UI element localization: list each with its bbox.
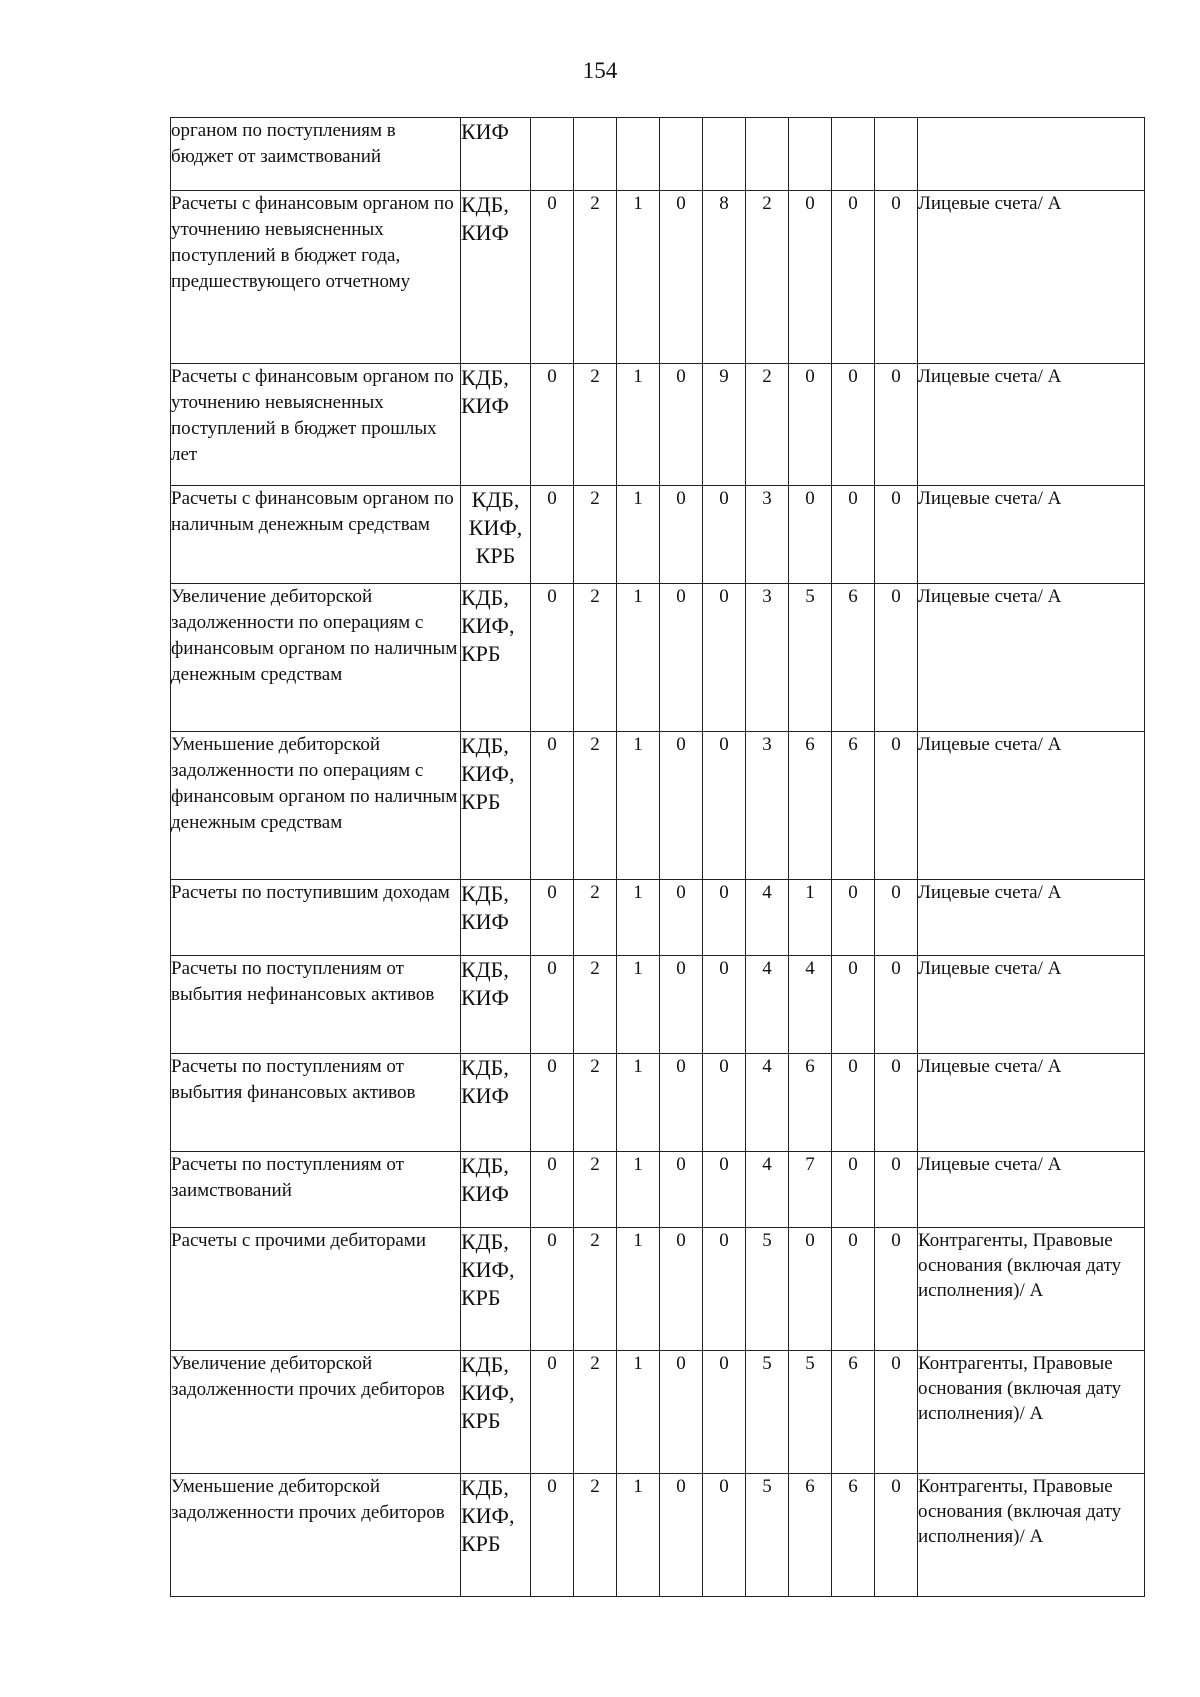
account-digit-cell: 0 bbox=[832, 1054, 875, 1152]
analytics-cell: Лицевые счета/ А bbox=[918, 956, 1145, 1054]
account-digit-cell: 0 bbox=[832, 956, 875, 1054]
account-digit-cell: 0 bbox=[703, 956, 746, 1054]
account-digit-cell: 6 bbox=[789, 732, 832, 880]
account-name-cell: Уменьшение дебиторской задолженности по операциям с финансовым органом по наличным денежным средствам bbox=[171, 732, 461, 880]
account-digit-cell: 5 bbox=[746, 1351, 789, 1474]
account-digit-cell: 0 bbox=[875, 1351, 918, 1474]
table-row bbox=[171, 732, 1145, 880]
budget-code-cell: КДБ, КИФ, КРБ bbox=[461, 1474, 531, 1597]
account-digit-cell: 0 bbox=[660, 486, 703, 584]
account-digit-cell: 1 bbox=[617, 732, 660, 880]
account-digit-cell: 8 bbox=[703, 191, 746, 364]
account-digit-cell: 4 bbox=[789, 956, 832, 1054]
account-digit-cell: 0 bbox=[660, 956, 703, 1054]
table-row bbox=[171, 1351, 1145, 1474]
account-digit-cell: 0 bbox=[660, 364, 703, 486]
account-name-cell: Расчеты с финансовым органом по наличным денежным средствам bbox=[171, 486, 461, 584]
account-digit-cell: 2 bbox=[574, 191, 617, 364]
account-digit-cell: 0 bbox=[703, 584, 746, 732]
account-digit-cell: 5 bbox=[746, 1474, 789, 1597]
account-digit-cell: 9 bbox=[703, 364, 746, 486]
page-number: 154 bbox=[582, 58, 618, 83]
budget-code-cell: КДБ, КИФ bbox=[461, 1152, 531, 1228]
account-digit-cell: 0 bbox=[703, 1474, 746, 1597]
table-row bbox=[171, 1228, 1145, 1351]
account-digit-cell: 0 bbox=[875, 956, 918, 1054]
account-digit-cell: 2 bbox=[574, 880, 617, 956]
account-digit-cell: 0 bbox=[875, 364, 918, 486]
account-digit-cell: 0 bbox=[789, 191, 832, 364]
account-digit-cell: 0 bbox=[531, 1474, 574, 1597]
account-digit-cell: 5 bbox=[789, 1351, 832, 1474]
account-digit-cell: 0 bbox=[531, 956, 574, 1054]
account-name-cell: Расчеты по поступлениям от выбытия финансовых активов bbox=[171, 1054, 461, 1152]
table-row bbox=[171, 956, 1145, 1054]
budget-code-cell: КДБ, КИФ bbox=[461, 1054, 531, 1152]
account-digit-cell: 4 bbox=[746, 880, 789, 956]
account-digit-cell: 0 bbox=[875, 1054, 918, 1152]
account-digit-cell: 0 bbox=[531, 191, 574, 364]
account-digit-cell: 0 bbox=[789, 364, 832, 486]
account-digit-cell: 0 bbox=[531, 1351, 574, 1474]
account-digit-cell: 0 bbox=[703, 1152, 746, 1228]
account-digit-cell: 1 bbox=[617, 1152, 660, 1228]
account-digit-cell: 2 bbox=[574, 1054, 617, 1152]
account-digit-cell: 1 bbox=[617, 1351, 660, 1474]
account-digit-cell: 0 bbox=[531, 880, 574, 956]
account-digit-cell bbox=[660, 118, 703, 191]
table-row bbox=[171, 1474, 1145, 1597]
analytics-cell: Лицевые счета/ А bbox=[918, 584, 1145, 732]
account-digit-cell: 0 bbox=[832, 1228, 875, 1351]
account-digit-cell: 0 bbox=[660, 1054, 703, 1152]
budget-code-cell: КИФ bbox=[461, 118, 531, 191]
account-digit-cell: 2 bbox=[574, 732, 617, 880]
account-digit-cell: 1 bbox=[617, 1474, 660, 1597]
budget-code-cell: КДБ, КИФ bbox=[461, 364, 531, 486]
account-name-cell: органом по поступлениям в бюджет от заимствований bbox=[171, 118, 461, 191]
account-name-cell: Расчеты по поступлениям от выбытия нефинансовых активов bbox=[171, 956, 461, 1054]
account-digit-cell: 6 bbox=[832, 584, 875, 732]
table-row bbox=[171, 1054, 1145, 1152]
account-digit-cell: 0 bbox=[660, 732, 703, 880]
account-name-cell: Расчеты с финансовым органом по уточнению невыясненных поступлений в бюджет прошлых лет bbox=[171, 364, 461, 486]
account-digit-cell: 0 bbox=[703, 1351, 746, 1474]
account-digit-cell: 2 bbox=[574, 1351, 617, 1474]
account-digit-cell: 6 bbox=[789, 1054, 832, 1152]
accounts-table bbox=[170, 117, 1145, 1597]
analytics-cell: Контрагенты, Правовые основания (включая дату исполнения)/ А bbox=[918, 1474, 1145, 1597]
budget-code-cell: КДБ, КИФ bbox=[461, 880, 531, 956]
account-digit-cell bbox=[531, 118, 574, 191]
account-digit-cell bbox=[703, 118, 746, 191]
account-digit-cell bbox=[789, 118, 832, 191]
account-digit-cell: 0 bbox=[832, 191, 875, 364]
account-digit-cell bbox=[832, 118, 875, 191]
account-name-cell: Увеличение дебиторской задолженности прочих дебиторов bbox=[171, 1351, 461, 1474]
account-digit-cell: 0 bbox=[531, 486, 574, 584]
account-digit-cell: 2 bbox=[574, 486, 617, 584]
analytics-cell: Контрагенты, Правовые основания (включая дату исполнения)/ А bbox=[918, 1351, 1145, 1474]
account-digit-cell: 0 bbox=[703, 486, 746, 584]
account-digit-cell: 0 bbox=[660, 880, 703, 956]
account-digit-cell: 0 bbox=[531, 584, 574, 732]
account-digit-cell: 1 bbox=[617, 191, 660, 364]
account-digit-cell: 0 bbox=[875, 1228, 918, 1351]
account-digit-cell: 0 bbox=[703, 1054, 746, 1152]
account-digit-cell: 2 bbox=[574, 1474, 617, 1597]
analytics-cell: Лицевые счета/ А bbox=[918, 1054, 1145, 1152]
account-digit-cell: 0 bbox=[531, 732, 574, 880]
analytics-cell: Контрагенты, Правовые основания (включая дату исполнения)/ А bbox=[918, 1228, 1145, 1351]
account-name-cell: Расчеты с финансовым органом по уточнению невыясненных поступлений в бюджет года, предшествующего отчетному bbox=[171, 191, 461, 364]
account-digit-cell: 1 bbox=[617, 486, 660, 584]
account-digit-cell: 5 bbox=[789, 584, 832, 732]
analytics-cell: Лицевые счета/ А bbox=[918, 1152, 1145, 1228]
account-digit-cell: 0 bbox=[875, 486, 918, 584]
account-name-cell: Расчеты по поступлениям от заимствований bbox=[171, 1152, 461, 1228]
account-digit-cell: 0 bbox=[531, 1054, 574, 1152]
account-digit-cell: 0 bbox=[875, 191, 918, 364]
account-digit-cell: 0 bbox=[875, 732, 918, 880]
table-row bbox=[171, 118, 1145, 191]
account-digit-cell: 3 bbox=[746, 732, 789, 880]
budget-code-cell: КДБ, КИФ, КРБ bbox=[461, 732, 531, 880]
table-row bbox=[171, 584, 1145, 732]
account-digit-cell: 2 bbox=[574, 956, 617, 1054]
account-digit-cell: 1 bbox=[789, 880, 832, 956]
analytics-cell: Лицевые счета/ А bbox=[918, 732, 1145, 880]
account-digit-cell: 0 bbox=[875, 584, 918, 732]
account-digit-cell: 5 bbox=[746, 1228, 789, 1351]
account-digit-cell: 4 bbox=[746, 1054, 789, 1152]
table-row bbox=[171, 880, 1145, 956]
account-digit-cell: 2 bbox=[746, 191, 789, 364]
account-digit-cell: 0 bbox=[660, 584, 703, 732]
account-digit-cell: 2 bbox=[574, 1152, 617, 1228]
table-row bbox=[171, 1152, 1145, 1228]
account-digit-cell: 0 bbox=[875, 1152, 918, 1228]
account-digit-cell: 4 bbox=[746, 1152, 789, 1228]
account-digit-cell: 0 bbox=[875, 1474, 918, 1597]
account-digit-cell: 0 bbox=[832, 1152, 875, 1228]
account-digit-cell: 0 bbox=[531, 1228, 574, 1351]
table-row bbox=[171, 191, 1145, 364]
account-digit-cell: 2 bbox=[574, 364, 617, 486]
account-digit-cell: 0 bbox=[660, 1152, 703, 1228]
account-digit-cell: 0 bbox=[531, 1152, 574, 1228]
budget-code-cell: КДБ, КИФ bbox=[461, 956, 531, 1054]
account-digit-cell: 0 bbox=[660, 1228, 703, 1351]
budget-code-cell: КДБ, КИФ, КРБ bbox=[461, 1228, 531, 1351]
account-name-cell: Расчеты с прочими дебиторами bbox=[171, 1228, 461, 1351]
account-digit-cell: 0 bbox=[660, 1351, 703, 1474]
account-digit-cell: 4 bbox=[746, 956, 789, 1054]
account-digit-cell: 1 bbox=[617, 584, 660, 732]
table-row bbox=[171, 486, 1145, 584]
account-digit-cell: 3 bbox=[746, 486, 789, 584]
account-digit-cell: 0 bbox=[703, 732, 746, 880]
account-name-cell: Расчеты по поступившим доходам bbox=[171, 880, 461, 956]
account-digit-cell: 2 bbox=[574, 1228, 617, 1351]
account-digit-cell: 6 bbox=[789, 1474, 832, 1597]
account-digit-cell: 1 bbox=[617, 1228, 660, 1351]
account-digit-cell: 2 bbox=[574, 584, 617, 732]
account-digit-cell: 1 bbox=[617, 880, 660, 956]
account-digit-cell: 6 bbox=[832, 1351, 875, 1474]
account-digit-cell: 0 bbox=[703, 1228, 746, 1351]
account-digit-cell: 3 bbox=[746, 584, 789, 732]
account-digit-cell: 0 bbox=[703, 880, 746, 956]
account-digit-cell: 0 bbox=[660, 191, 703, 364]
table-row bbox=[171, 364, 1145, 486]
account-name-cell: Уменьшение дебиторской задолженности прочих дебиторов bbox=[171, 1474, 461, 1597]
account-digit-cell: 0 bbox=[789, 1228, 832, 1351]
account-digit-cell: 1 bbox=[617, 364, 660, 486]
account-digit-cell: 0 bbox=[832, 486, 875, 584]
account-digit-cell: 6 bbox=[832, 1474, 875, 1597]
analytics-cell: Лицевые счета/ А bbox=[918, 191, 1145, 364]
analytics-cell: Лицевые счета/ А bbox=[918, 880, 1145, 956]
analytics-cell bbox=[918, 118, 1145, 191]
account-digit-cell: 2 bbox=[746, 364, 789, 486]
analytics-cell: Лицевые счета/ А bbox=[918, 486, 1145, 584]
budget-code-cell: КДБ, КИФ, КРБ bbox=[461, 486, 531, 584]
analytics-cell: Лицевые счета/ А bbox=[918, 364, 1145, 486]
account-digit-cell: 0 bbox=[832, 880, 875, 956]
account-digit-cell: 0 bbox=[660, 1474, 703, 1597]
account-digit-cell: 0 bbox=[832, 364, 875, 486]
account-digit-cell: 1 bbox=[617, 1054, 660, 1152]
account-digit-cell: 7 bbox=[789, 1152, 832, 1228]
account-digit-cell bbox=[617, 118, 660, 191]
account-digit-cell bbox=[574, 118, 617, 191]
account-digit-cell: 6 bbox=[832, 732, 875, 880]
account-digit-cell bbox=[746, 118, 789, 191]
account-digit-cell: 0 bbox=[531, 364, 574, 486]
account-digit-cell: 1 bbox=[617, 956, 660, 1054]
budget-code-cell: КДБ, КИФ, КРБ bbox=[461, 584, 531, 732]
account-digit-cell: 0 bbox=[789, 486, 832, 584]
account-digit-cell bbox=[875, 118, 918, 191]
budget-code-cell: КДБ, КИФ, КРБ bbox=[461, 1351, 531, 1474]
account-digit-cell: 0 bbox=[875, 880, 918, 956]
account-name-cell: Увеличение дебиторской задолженности по операциям с финансовым органом по наличным денежным средствам bbox=[171, 584, 461, 732]
budget-code-cell: КДБ, КИФ bbox=[461, 191, 531, 364]
